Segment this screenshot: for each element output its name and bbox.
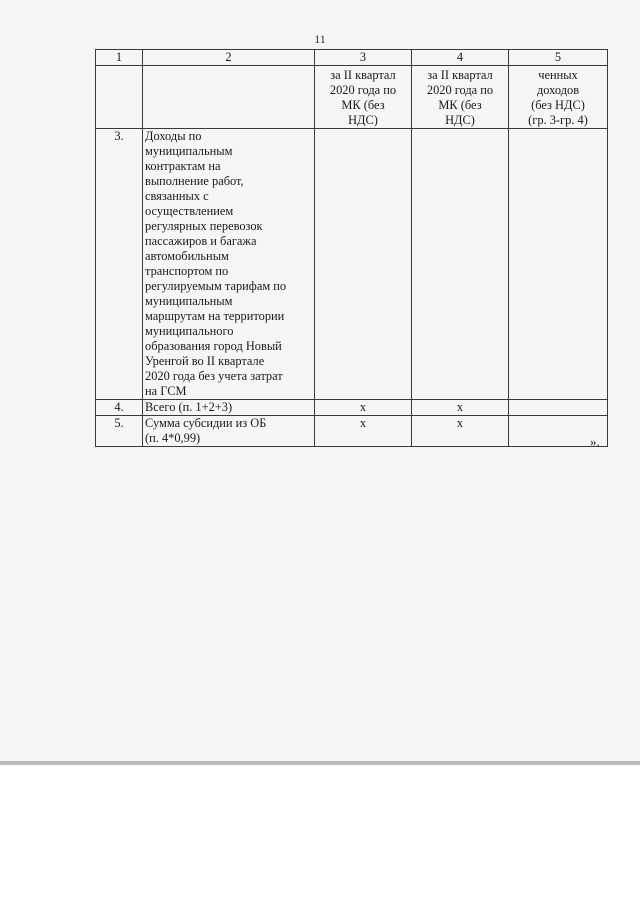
column-number: 5 [509,50,608,66]
closing-quote-mark: ». [590,434,600,449]
row-value: х [315,400,412,416]
row-number: 3. [96,129,143,400]
column-number: 2 [143,50,315,66]
header-text: за II квартал 2020 года по МК (без НДС) [329,68,397,127]
table-row [96,129,608,400]
row-description-text: Доходы по муниципальным контрактам на выполнение работ, связанных с осуществлением регулярных перевозок пассажиров и багажа автомобильным транспортом по регулируемым тарифам по муниципальным маршрутам на территории муниципального образования город Новый Уренгой во II квартале 2020 года без учета затрат на ГСМ [145,129,287,398]
row-description [143,400,315,416]
row-number: 4. [96,400,143,416]
column-number-row [96,50,608,66]
column-number: 3 [315,50,412,66]
column-number: 1 [96,50,143,66]
column-number: 4 [412,50,509,66]
header-text: за II квартал 2020 года по МК (без НДС) [426,68,494,127]
row-value [509,129,608,400]
row-value: х [412,400,509,416]
header-text: ченных доходов (без НДС) (гр. 3-гр. 4) [528,68,588,127]
header-cell [412,66,509,129]
header-fragment-row [96,66,608,129]
table-row [96,400,608,416]
row-value [509,400,608,416]
row-description-text: Всего (п. 1+2+3) [145,400,233,414]
row-value: х [412,416,509,447]
table-row [96,416,608,447]
scan-bottom-edge [0,761,640,765]
row-description-text: Сумма субсидии из ОБ (п. 4*0,99) [145,416,267,445]
header-cell-empty [143,66,315,129]
row-description [143,129,315,400]
page-number: 11 [314,32,326,46]
row-value [412,129,509,400]
data-table [95,49,608,447]
header-cell [509,66,608,129]
header-cell [315,66,412,129]
row-description [143,416,315,447]
row-value [315,129,412,400]
header-cell-empty [96,66,143,129]
row-number: 5. [96,416,143,447]
row-value: х [315,416,412,447]
